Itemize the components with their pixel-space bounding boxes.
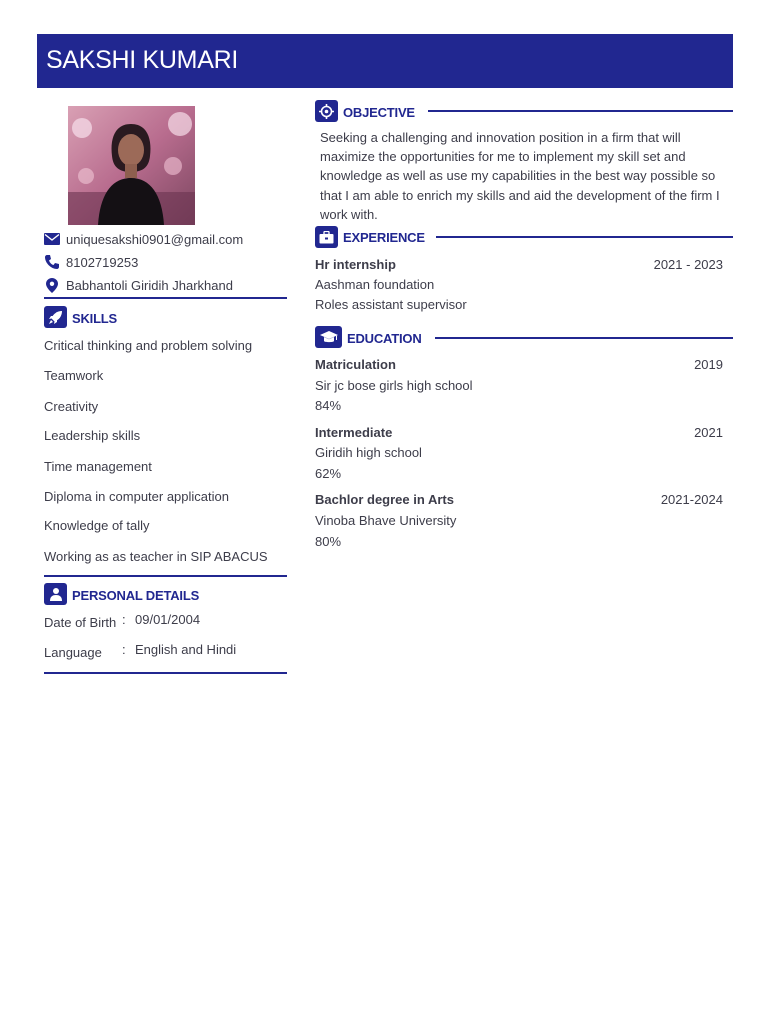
- profile-photo: [68, 106, 195, 225]
- skill-item: Creativity: [44, 399, 99, 414]
- email-icon: [44, 233, 60, 245]
- phone-text[interactable]: 8102719253: [66, 255, 139, 270]
- skills-title: SKILLS: [72, 311, 118, 326]
- personal-label-dob: Date of Birth: [44, 615, 117, 630]
- education-degree: Intermediate: [315, 425, 393, 440]
- candidate-name: SAKSHI KUMARI: [46, 46, 238, 74]
- education-year: 2021-2024: [660, 492, 723, 507]
- objective-text: Seeking a challenging and innovation position in a firm that will maximize the opportunities for me to implement my skill set and knowledge as well as use my capabilities in the best way possible so that I am able to enrich my skills and aid the development of the firm I work with.: [320, 130, 720, 222]
- skill-item: Working as as teacher in SIP ABACUS: [44, 549, 268, 564]
- phone-icon: [44, 254, 60, 270]
- education-degree: Matriculation: [315, 357, 396, 372]
- profile-photo-image: [68, 106, 195, 225]
- header-banner: [37, 34, 733, 88]
- education-year: 2021: [694, 425, 723, 440]
- objective-section-icon: [315, 100, 338, 122]
- skill-item: Knowledge of tally: [44, 518, 150, 533]
- experience-title: EXPERIENCE: [343, 230, 425, 245]
- experience-detail: Roles assistant supervisor: [315, 297, 467, 312]
- contact-divider: [44, 297, 287, 299]
- personal-value-language: English and Hindi: [135, 642, 237, 657]
- objective-rule: [428, 110, 733, 112]
- education-school: Sir jc bose girls high school: [315, 378, 473, 393]
- personal-sep-dob: :: [122, 612, 126, 627]
- education-school: Giridih high school: [315, 445, 422, 460]
- skill-item: Leadership skills: [44, 428, 141, 443]
- graduation-cap-icon: [320, 331, 338, 344]
- personal-divider: [44, 672, 287, 674]
- personal-details-title: PERSONAL DETAILS: [72, 588, 200, 603]
- user-icon: [49, 587, 63, 601]
- objective-title: OBJECTIVE: [343, 105, 415, 120]
- skill-item: Diploma in computer application: [44, 489, 229, 504]
- education-title: EDUCATION: [347, 331, 422, 346]
- personal-label-language: Language: [44, 645, 102, 660]
- education-year: 2019: [694, 357, 723, 372]
- experience-org: Aashman foundation: [315, 277, 435, 292]
- education-score: 80%: [315, 534, 342, 549]
- education-score: 84%: [315, 398, 342, 413]
- location-pin-icon: [46, 278, 58, 293]
- skills-section-icon: [44, 306, 67, 328]
- email-text[interactable]: uniquesakshi0901@gmail.com: [66, 232, 244, 247]
- address-text: Babhantoli Giridih Jharkhand: [66, 278, 233, 293]
- personal-sep-language: :: [122, 642, 126, 657]
- skill-item: Time management: [44, 459, 152, 474]
- experience-role: Hr internship: [315, 257, 396, 272]
- education-rule: [435, 337, 733, 339]
- rocket-icon: [48, 310, 63, 325]
- education-degree: Bachlor degree in Arts: [315, 492, 454, 507]
- target-icon: [319, 104, 334, 119]
- personal-section-icon: [44, 583, 67, 605]
- skill-item: Critical thinking and problem solving: [44, 338, 253, 353]
- experience-period: 2021 - 2023: [653, 257, 723, 272]
- experience-rule: [436, 236, 733, 238]
- briefcase-icon: [319, 231, 334, 244]
- skill-item: Teamwork: [44, 368, 104, 383]
- personal-value-dob: 09/01/2004: [135, 612, 201, 627]
- education-school: Vinoba Bhave University: [315, 513, 457, 528]
- experience-section-icon: [315, 226, 338, 248]
- skills-divider: [44, 575, 287, 577]
- education-section-icon: [315, 326, 342, 348]
- education-score: 62%: [315, 466, 342, 481]
